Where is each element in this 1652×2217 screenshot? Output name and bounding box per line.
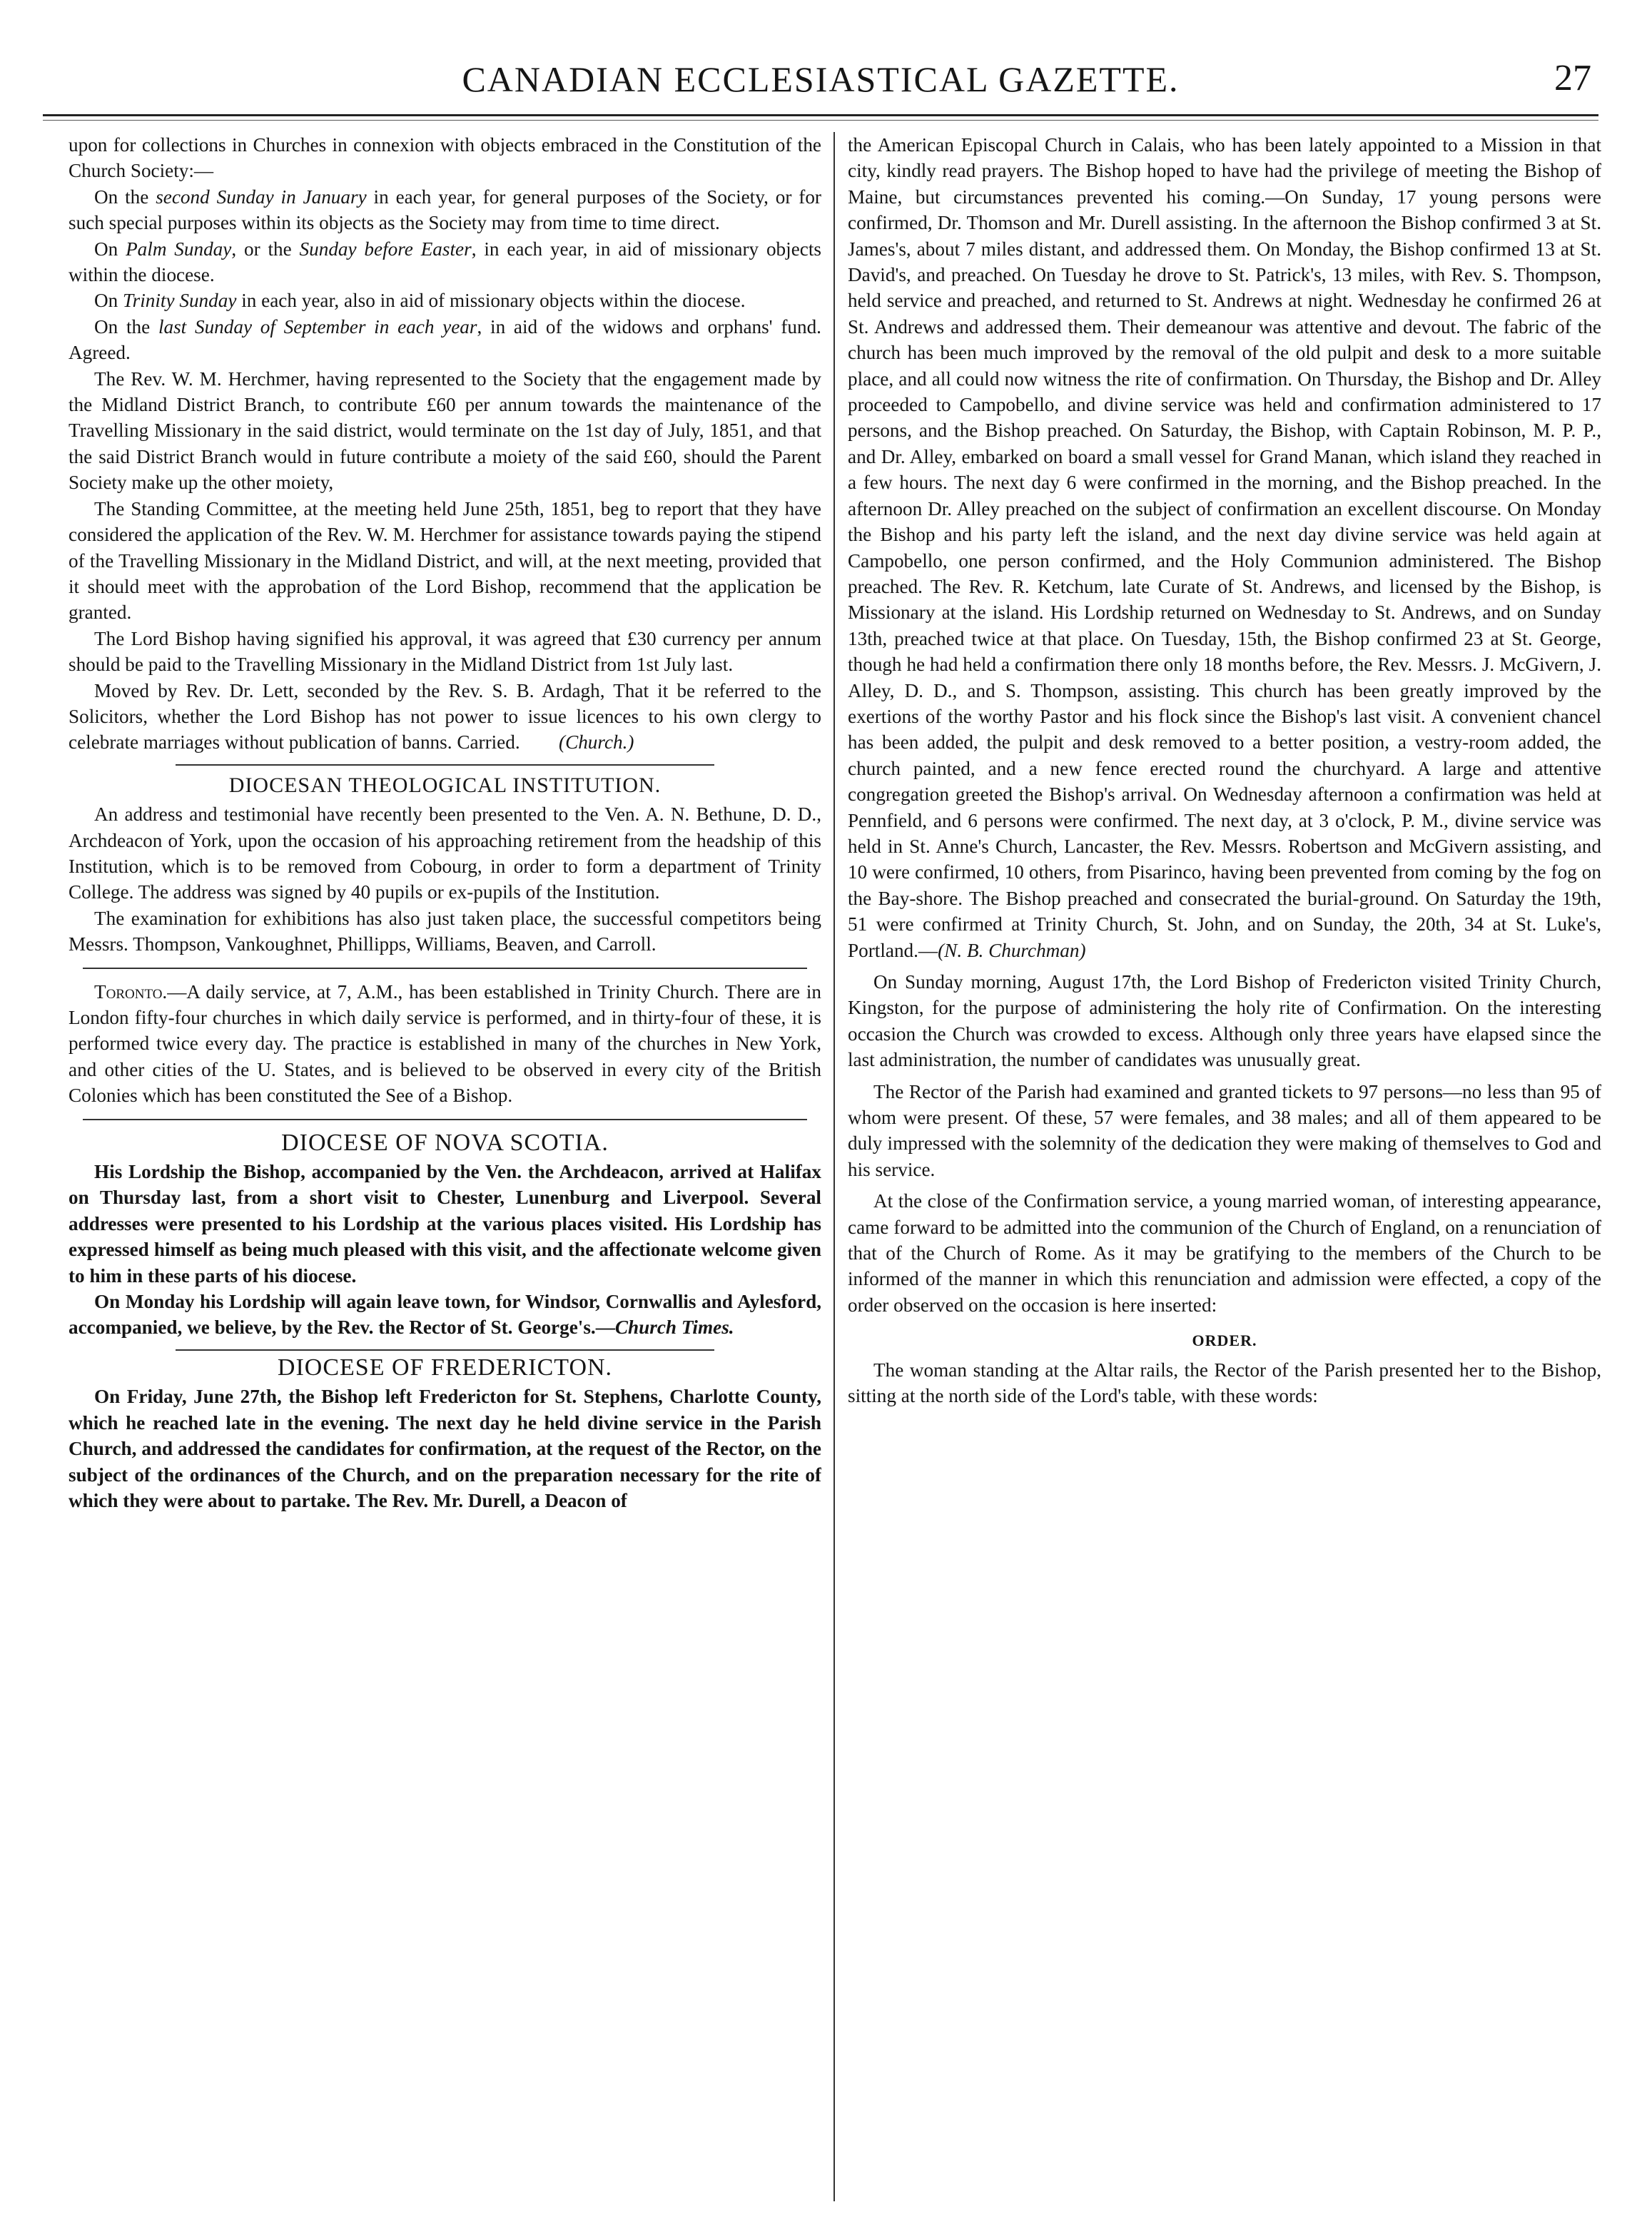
paragraph: The examination for exhibitions has also just taken place, the successful competitors being Messrs. Thompson, Vankoughnet, Phillipps, Williams, Beaven, and Carroll.: [69, 907, 821, 955]
section-divider: [176, 1349, 714, 1351]
paragraph: On Trinity Sunday in each year, also in aid of missionary objects within the diocese.: [94, 290, 746, 312]
section-divider: [176, 764, 714, 766]
paragraph: At the close of the Confirmation service, a young married woman, of interesting appearance, came forward to be admitted into the communion of the Church of England, on a renunciation of that of the Church of Rome. As it may be gratifying to the members of the Church to be informed of the manner in which this renunciation and admission were effected, a copy of the order observed on the occasion is here inserted:: [848, 1190, 1601, 1316]
paragraph: The Standing Committee, at the meeting held June 25th, 1851, beg to report that they have considered the application of the Rev. W. M. Herchmer for assistance towards paying the stipend of the Travelling Missionary in the Midland District, and will, at the next meeting, provided that it should meet with the approbation of the Lord Bishop, recommend that the application be granted.: [69, 497, 821, 624]
publication-title: CANADIAN ECCLESIASTICAL GAZETTE.: [462, 59, 1180, 99]
section-divider: [83, 968, 807, 969]
left-column: [69, 132, 821, 2187]
paragraph: upon for collections in Churches in connexion with objects embraced in the Constitution of the Church Society:—: [69, 134, 821, 182]
section-heading: DIOCESE OF FREDERICTON.: [277, 1354, 613, 1381]
paragraph: Moved by Rev. Dr. Lett, seconded by the Rev. S. B. Ardagh, That it be referred to the Solicitors, whether the Lord Bishop has not power to issue licences to his own clergy to celebrate marriages without publication of banns. Carried. (Church.): [69, 679, 821, 754]
header-rule: [43, 114, 1598, 116]
paragraph: the American Episcopal Church in Calais, who has been lately appointed to a Mission in that city, kindly read prayers. The Bishop hoped to have had the privilege of meeting the Bishop of Maine, but circumstances prevented his coming.—On Sunday, 17 young persons were confirmed, Dr. Thomson and Mr. Durell assisting. In the afternoon the Bishop confirmed 3 at St. James's, about 7 miles distant, and addressed them. On Monday, the Bishop confirmed 13 at St. David's, and preached. On Tuesday he drove to St. Patrick's, 13 miles, with Rev. S. Thompson, held service and preached, and returned to St. Andrews at night. Wednesday he confirmed 26 at St. Andrews and addressed them. Their demeanour was attentive and devout. The fabric of the church has been much improved by the removal of the old pulpit and desk to a more suitable place, and all could now witness the rite of confirmation. On Thursday, the Bishop and Dr. Alley proceeded to Campobello, and divine service was held and confirmation administered to 17 persons, and the Bishop preached. On Saturday, the Bishop, with Captain Robinson, M. P. P., and Dr. Alley, embarked on board a small vessel for Grand Manan, which island they reached in a few hours. The next day 6 were confirmed in the morning, and the Bishop preached. In the afternoon Dr. Alley preached on the subject of confirmation an excellent discourse. On Monday the Bishop and his party left the island, and the next day divine service was held again at Campobello, one person confirmed, and the Holy Communion administered. The Bishop preached. The Rev. R. Ketchum, late Curate of St. Andrews, and licensed by the Bishop, is Missionary at the island. His Lordship returned on Wednesday to St. Andrews, and on Sunday 13th, preached twice at that place. On Tuesday, 15th, the Bishop confirmed 23 at St. George, though he had held a confirmation there only 18 months before, the Rev. Messrs. J. McGivern, J. Alley, D. D., and S. Thompson, assisting. This church has been greatly improved by the exertions of the worthy Pastor and his flock since the Bishop's last visit. A convenient chancel has been added, the pulpit and desk removed to a better position, a vestry-room added, the church painted, and a new fence erected round the churchyard. A large and attentive congregation greeted the Bishop's arrival. On Wednesday afternoon a confirmation was held at Pennfield, and 6 persons were confirmed. The next day, at 3 o'clock, P. M., divine service was held in St. Anne's Church, Lancaster, the Rev. Messrs. Robertson and McGivern assisting, and 10 were confirmed, 10 others, from Pisarinco, having been prevented from coming by the fog on the Bay-shore. The Bishop preached and consecrated the burial-ground. On Saturday the 19th, 51 were confirmed at Trinity Church, St. John, and on Sunday, the 20th, 34 at St. Luke's, Portland.—(N. B. Churchman): [848, 134, 1601, 961]
paragraph: His Lordship the Bishop, accompanied by the Ven. the Archdeacon, arrived at Halifax on Thursday last, from a short visit to Chester, Lunenburg and Liverpool. Several addresses were presented to his Lordship at the various places visited. His Lordship has expressed himself as being much pleased with this visit, and the affectionate welcome given to him in these parts of his diocese.: [69, 1161, 821, 1287]
page-number: 27: [1554, 58, 1591, 98]
header-rule-thin: [43, 120, 1598, 121]
paragraph: On Palm Sunday, or the Sunday before Easter, in each year, in aid of missionary objects within the diocese.: [69, 238, 821, 286]
paragraph: On Sunday morning, August 17th, the Lord Bishop of Fredericton visited Trinity Church, Kingston, for the purpose of administering the holy rite of Confirmation. On the interesting occasion the Church was crowded to excess. Although only three years have elapsed since the last administration, the number of candidates was unusually great.: [848, 971, 1601, 1071]
paragraph: On the last Sunday of September in each year, in aid of the widows and orphans' fund. Agreed.: [69, 315, 821, 364]
section-heading: DIOCESAN THEOLOGICAL INSTITUTION.: [228, 773, 662, 797]
column-divider: [833, 132, 835, 2201]
paragraph: On Monday his Lordship will again leave town, for Windsor, Cornwallis and Aylesford, accompanied, we believe, by the Rev. the Rector of St. George's.—Church Times.: [69, 1291, 821, 1339]
source-credit: Church Times.: [614, 1316, 734, 1339]
right-column: [848, 132, 1601, 2187]
page-header: [43, 50, 1598, 107]
paragraph: The woman standing at the Altar rails, the Rector of the Parish presented her to the Bishop, sitting at the north side of the Lord's table, with these words:: [848, 1359, 1601, 1407]
section-heading: ORDER.: [1192, 1331, 1257, 1350]
paragraph: On the second Sunday in January in each year, for general purposes of the Society, or for such special purposes within its objects as the Society may from time to time direct.: [69, 186, 821, 234]
section-heading: DIOCESE OF NOVA SCOTIA.: [281, 1129, 609, 1156]
paragraph: The Rector of the Parish had examined and granted tickets to 97 persons—no less than 95 of whom were present. Of these, 57 were females, and 38 males; and all of them appeared to be duly impressed with the solemnity of the dedication they were making of themselves to God and his service.: [848, 1080, 1601, 1180]
source-credit: (N. B. Churchman): [938, 939, 1086, 961]
paragraph: The Rev. W. M. Herchmer, having represented to the Society that the engagement made by the Midland District Branch, to contribute £60 per annum towards the maintenance of the Travelling Missionary in the said district, would terminate on the 1st day of July, 1851, and that the said District Branch would in future contribute a moiety of the said £60, should the Parent Society make up the other moiety,: [69, 367, 821, 494]
paragraph: The Lord Bishop having signified his approval, it was agreed that £30 currency per annum should be paid to the Travelling Missionary in the Midland District from 1st July last.: [69, 627, 821, 676]
paragraph: An address and testimonial have recently been presented to the Ven. A. N. Bethune, D. D., Archdeacon of York, upon the occasion of his approaching retirement from the headship of this Institution, which is to be removed from Cobourg, in order to form a department of Trinity College. The address was signed by 40 pupils or ex-pupils of the Institution.: [69, 803, 821, 903]
paragraph: Toronto.—A daily service, at 7, A.M., has been established in Trinity Church. There are in London fifty-four churches in which daily service is performed, and in thirty-four of these, it is performed twice every day. The practice is established in many of the churches in New York, and other cities of the U. States, and is believed to be observed in every city of the British Colonies which has been constituted the See of a Bishop.: [69, 980, 821, 1107]
paragraph: On Friday, June 27th, the Bishop left Fredericton for St. Stephens, Charlotte County, which he reached late in the evening. The next day he held divine service in the Parish Church, and addressed the candidates for confirmation, at the request of the Rector, on the subject of the ordinances of the Church, and on the preparation necessary for the rite of which they were about to partake. The Rev. Mr. Durell, a Deacon of: [69, 1386, 821, 1511]
section-divider: [83, 1119, 807, 1120]
source-credit: (Church.): [559, 731, 634, 754]
